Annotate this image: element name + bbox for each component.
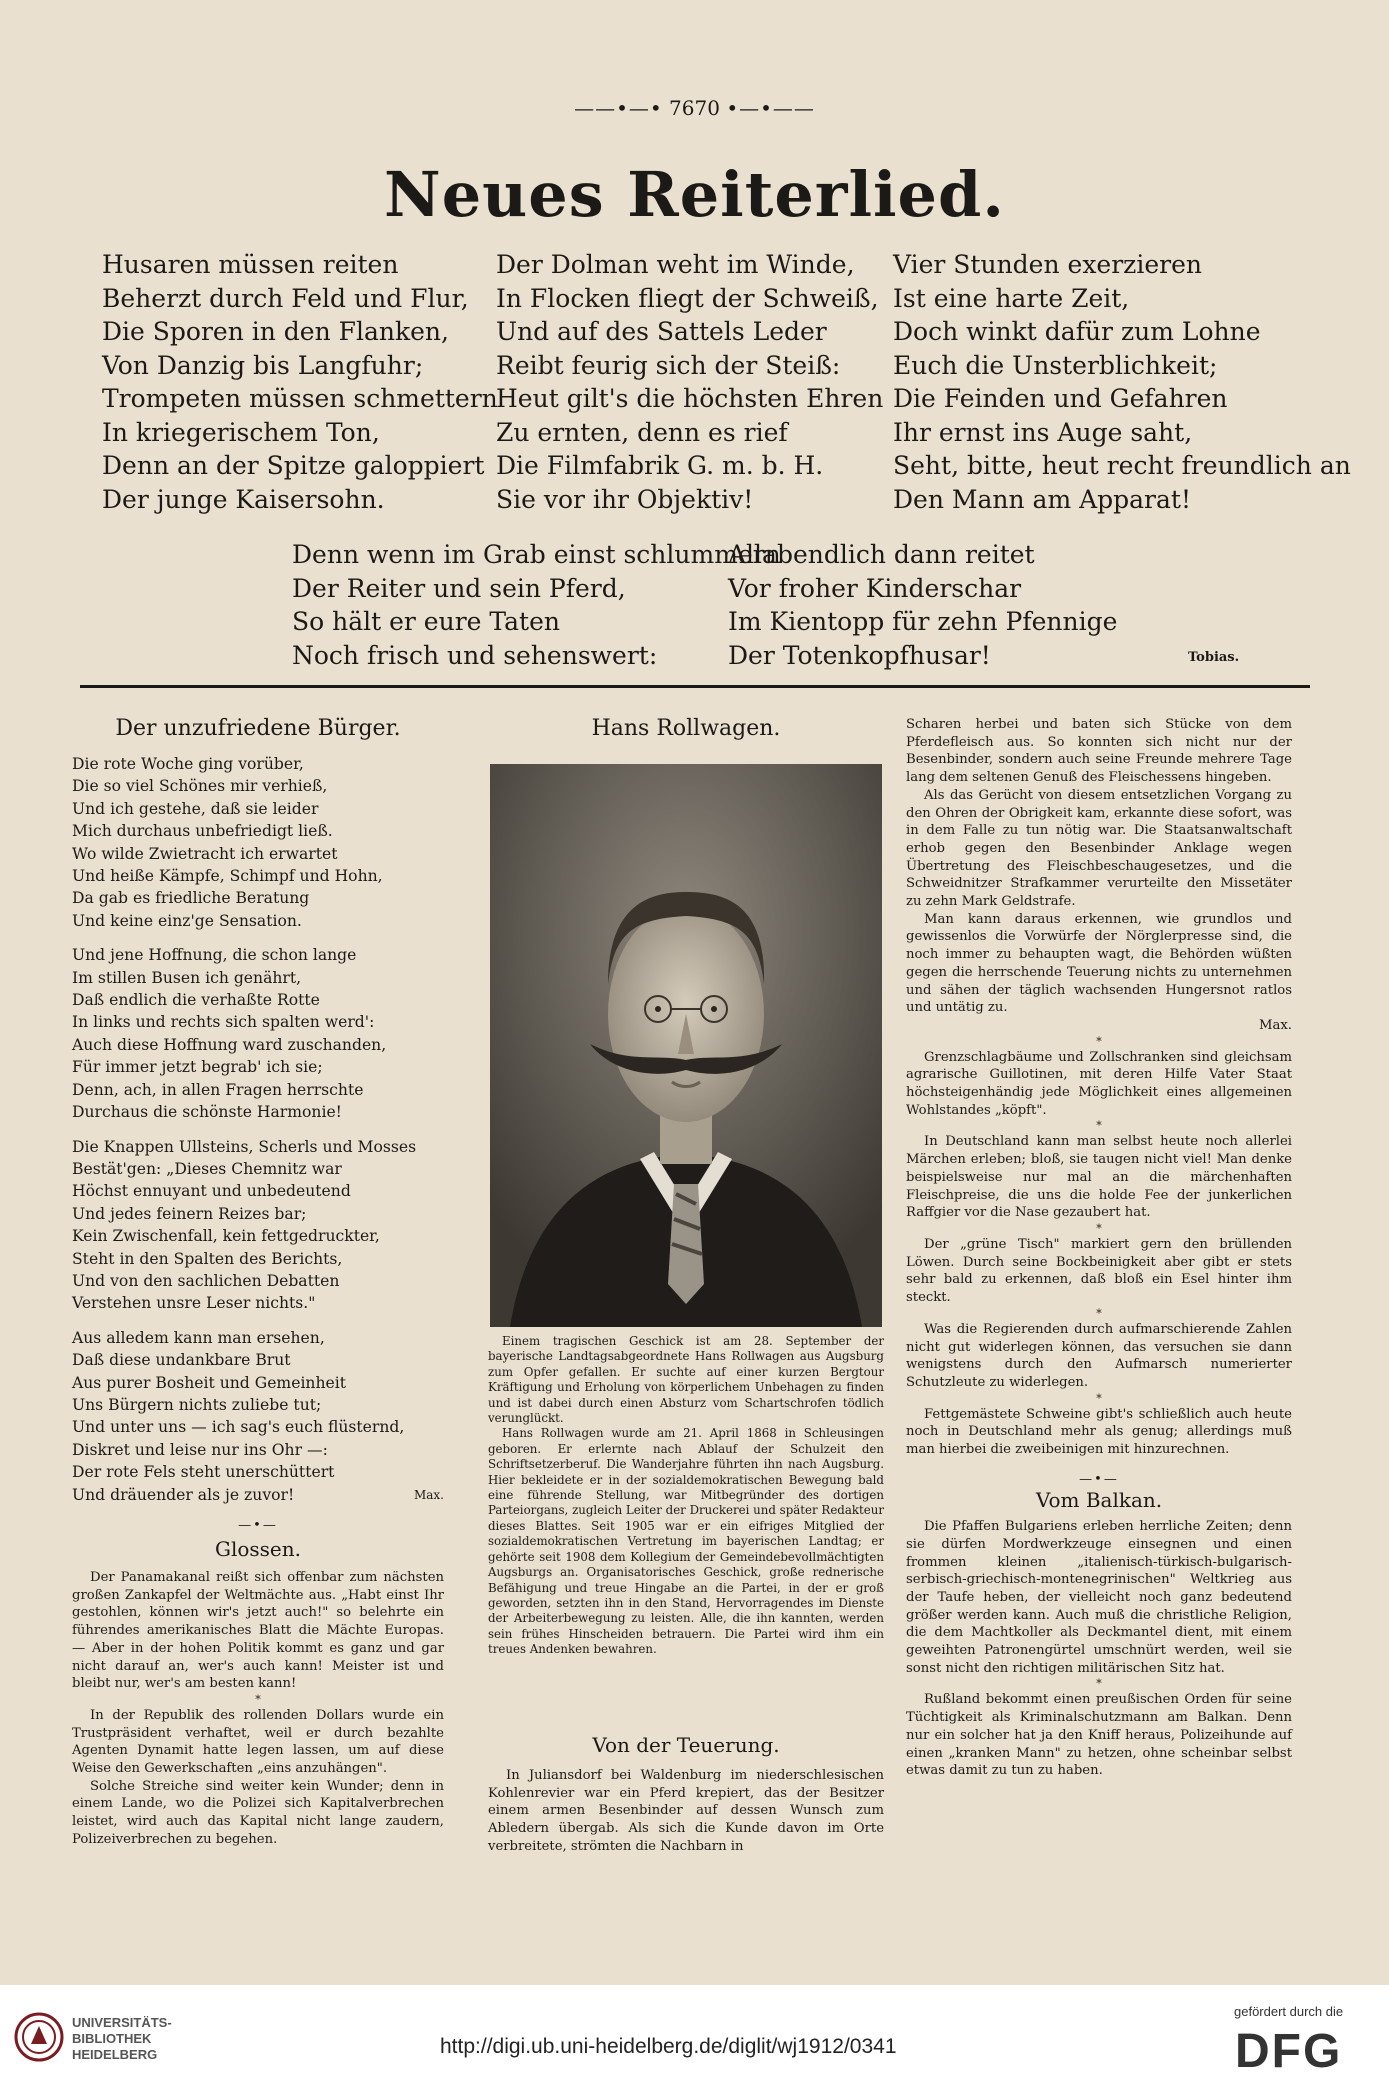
section-heading: Glossen. — [214, 1537, 301, 1561]
verse-line: Und unter uns — ich sag's euch flüsternd, — [72, 1418, 405, 1437]
poem-line: Beherzt durch Feld und Flur, — [102, 283, 469, 313]
section-heading: Vom Balkan. — [1035, 1488, 1163, 1513]
footer-bar — [0, 1985, 1389, 2081]
portrait-image — [490, 764, 882, 1327]
verse-line: Aus alledem kann man ersehen, — [72, 1328, 325, 1347]
poem-line: Allabendlich dann reitet — [728, 540, 1035, 569]
poem-stanza-5 — [728, 538, 1117, 672]
poem-signature: Tobias. — [1188, 650, 1240, 665]
verse-line: Höchst ennuyant und unbedeutend — [72, 1182, 351, 1201]
separator-star: * — [1096, 1306, 1102, 1320]
paragraph: Als das Gerücht von diesem entsetzlichen Vorgang zu den Ohren der Obrigkeit kam, erkannte diese sofort, was in dem Falle zu tun nötig war. Die Staatsanwaltschaft erhob gegen den Besenbinder Anklage wegen Übertretung des Fleischbeschaugesetzes, und die Schweidnitzer Strafkammer verurteilte den Missetäter zu zehn Mark Geldstrafe. — [906, 787, 1292, 910]
poem-line: Die Filmfabrik G. m. b. H. — [496, 451, 824, 480]
poem-line: Husaren müssen reiten — [102, 250, 399, 279]
photo-caption — [488, 1334, 884, 1658]
portrait-photo — [490, 764, 882, 1327]
verse-line: In links und rechts sich spalten werd': — [72, 1013, 375, 1032]
poem-line: Reibt feurig sich der Steiß: — [496, 350, 841, 380]
verse-line: Uns Bürgern nichts zuliebe tut; — [72, 1395, 322, 1414]
poem-stanza-4 — [292, 538, 781, 672]
ornament-right: •—•—— — [726, 96, 815, 120]
poem-line: Der Reiter und sein Pferd, — [292, 573, 626, 603]
poem-line: Den Mann am Apparat! — [893, 484, 1192, 514]
verse-line: Wo wilde Zwietracht ich erwartet — [72, 844, 338, 863]
verse-line: Verstehen unsre Leser nichts." — [72, 1294, 316, 1313]
verse-line: Denn, ach, in allen Fragen herrschte — [72, 1080, 364, 1099]
signature: Max. — [1259, 1017, 1292, 1033]
verse-line: Diskret und leise nur ins Ohr —: — [72, 1440, 328, 1459]
teuerung-article — [488, 1733, 884, 1856]
permalink-url[interactable]: http://digi.ub.uni-heidelberg.de/diglit/wj1912/0341 — [440, 2035, 897, 2058]
verse-line: Und keine einz'ge Sensation. — [72, 911, 302, 930]
library-line: BIBLIOTHEK — [72, 2031, 152, 2046]
article-heading: Der unzufriedene Bürger. — [115, 716, 401, 741]
poem-line: Vier Stunden exerzieren — [893, 250, 1202, 279]
poem-line: Trompeten müssen schmettern — [102, 384, 498, 413]
poem-line: So hält er eure Taten — [292, 607, 560, 636]
glossen-text — [72, 1569, 444, 1849]
paragraph: Fettgemästete Schweine gibt's schließlich auch heute noch in Deutschland mehr als genug; allerdings muß man hierbei die zweibeinigen mit hinzurechnen. — [906, 1406, 1292, 1458]
poem-line: Noch frisch und sehenswert: — [292, 640, 658, 670]
poem-line: Doch winkt dafür zum Lohne — [893, 317, 1261, 346]
poem-line: In Flocken fliegt der Schweiß, — [496, 283, 879, 313]
verse-line: Auch diese Hoffnung ward zuschanden, — [72, 1035, 387, 1054]
paragraph: Der „grüne Tisch" markiert gern den brüllenden Löwen. Durch seine Bockbeinigkeit aber gibt er stets sehr bald zu erkennen, daß bloß ein Esel hinter ihm steckt. — [906, 1236, 1292, 1306]
poem-line: Im Kientopp für zehn Pfennige — [728, 607, 1118, 636]
separator-star: * — [1096, 1677, 1102, 1691]
poem-stanza-3 — [893, 248, 1351, 516]
verse-line: Der rote Fels steht unerschüttert — [72, 1463, 335, 1482]
caption-paragraph: Einem tragischen Geschick ist am 28. September der bayerische Landtagsabgeordnete Hans Rollwagen aus Augsburg zum Opfer gefallen. Er suchte auf einer kurzen Bergtour Kräftigung und Erholung von körperlichem Unbehagen zu finden und ist dabei durch einen Absturz vom Schartschrofen tödlich verunglückt. — [488, 1334, 884, 1426]
verse-block — [72, 753, 444, 1506]
verse-line: Daß diese undankbare Brut — [72, 1351, 291, 1370]
poem-line: Der Dolman weht im Winde, — [496, 250, 855, 279]
poem-line: Heut gilt's die höchsten Ehren — [496, 384, 884, 413]
verse-line: Und jedes feinern Reizes bar; — [72, 1204, 307, 1223]
verse-line: Durchaus die schönste Harmonie! — [72, 1103, 342, 1122]
verse-line: Die Knappen Ullsteins, Scherls und Mosses — [72, 1137, 417, 1156]
poem-stanza-2 — [496, 248, 883, 516]
column-1 — [72, 716, 444, 1849]
page-title: Neues Reiterlied. — [384, 158, 1005, 231]
verse-line: Die so viel Schönes mir verhieß, — [72, 777, 328, 796]
page-number: 7670 — [669, 96, 720, 120]
poem-line: Ihr ernst ins Auge saht, — [893, 417, 1193, 447]
separator-star: * — [1096, 1119, 1102, 1133]
dfg-logo: DFG — [1235, 2025, 1343, 2078]
article-text — [488, 1767, 884, 1856]
paragraph: Die Pfaffen Bulgariens erleben herrliche Zeiten; denn sie dürfen Mordwerkzeuge einsegnen und einen frommen kleinen „italienisch-türkisch-bulgarisch-serbisch-griechisch-montenegrinischen" Weltkrieg aus der Taufe heben, der vielleicht noch ganz bedeutend größer werden kann. Auch muß die christliche Religion, die dem Machtkoller als Deckmantel dient, mit einem geweihten Patronengürtel umschnürt werden, weil sie sonst nicht den richtigen militärischen Sitz hat. — [906, 1519, 1292, 1676]
poem-line: Der Totenkopfhusar! — [728, 640, 991, 670]
poem-line: Die Feinden und Gefahren — [893, 384, 1228, 413]
poem-line: Sie vor ihr Objektiv! — [496, 484, 754, 514]
paragraph: Scharen herbei und baten sich Stücke von dem Pferdefleisch aus. So konnten sich nicht nur der Besenbinder, sondern auch seine Freunde mehrere Tage lang dem seltenen Genuß des Fleischessens hingeben. — [906, 717, 1292, 786]
horizontal-rule — [80, 685, 1310, 688]
library-line: HEIDELBERG — [72, 2047, 158, 2062]
verse-line: Kein Zwischenfall, kein fettgedruckter, — [72, 1227, 380, 1246]
paragraph: Man kann daraus erkennen, wie grundlos und gewissenlos die Vorwürfe der Nörglerpresse sind, die noch immer zu behaupten wagt, die Behörden wüßten gegen die herrschende Teuerung nichts zu unternehmen und sähen der täglich wachsenden Hungersnot ratlos und untätig zu. — [906, 911, 1292, 1016]
library-name — [72, 2015, 172, 2063]
separator-star: * — [255, 1692, 261, 1706]
verse-line-text: Und dräuender als je zuvor! — [72, 1485, 295, 1504]
paragraph: Was die Regierenden durch aufmarschierende Zahlen nicht gut widerlegen können, das versuchen sie dann wenigstens durch den Aufmarsch numerierter Schutzleute zu widerlegen. — [906, 1321, 1292, 1390]
separator-star: * — [1096, 1034, 1102, 1048]
paragraph: In Deutschland kann man selbst heute noch allerlei Märchen erleben; bloß, sie taugen nicht viel! Man denke beispielsweise nur mal an die märchenhaften Fleischpreise, die uns die holde Fee der junkerlichen Raffgier vor die Nase gezaubert hat. — [906, 1134, 1292, 1221]
verse-line: Bestät'gen: „Dieses Chemnitz war — [72, 1159, 342, 1178]
poem-line: Denn an der Spitze galoppiert — [102, 451, 485, 480]
verse-line: Aus purer Bosheit und Gemeinheit — [72, 1373, 346, 1392]
poem-stanza-1 — [102, 248, 498, 516]
verse-line — [72, 1484, 444, 1506]
separator-star: * — [1096, 1221, 1102, 1235]
divider-ornament: —•— — [1079, 1471, 1119, 1487]
paragraph: In der Republik des rollenden Dollars wurde ein Trustpräsident verhaftet, weil er durch bezahlte Agenten Dynamit hatte legen lassen, um auf diese Weise den Gewerkschaften „eins anzuhängen". — [72, 1707, 444, 1777]
caption-paragraph: Hans Rollwagen wurde am 21. April 1868 in Schleusingen geboren. Er erlernte nach Ablauf der Schulzeit den Schriftsetzerberuf. Die Wanderjahre führten ihn nach Augsburg. Hier bekleidete er in der sozialdemokratischen Bewegung bald eine führende Stellung, war Mitbegründer des dortigen Parteiorgans, zugleich Leiter der Druckerei und später Redakteur dieses Blattes. Seit 1905 war er ein eifriges Mitglied der sozialdemokratischen Vertretung im bayerischen Landtag; er gehörte seit 1908 dem Kollegium der Gemeindebevollmächtigten Augsburgs an. Organisatorisches Geschick, große rednerische Befähigung und treue Hingabe an die Partei, in der er groß geworden, setzten ihn in den Stand, Hervorragendes im Dienste der Arbeiterbewegung zu leisten. Alle, die ihn kannten, werden sein frühes Hinscheiden betrauern. Die Partei wird ihm ein treues Andenken bewahren. — [488, 1426, 884, 1657]
poem-line: Und auf des Sattels Leder — [496, 317, 827, 346]
verse-line: Da gab es friedliche Beratung — [72, 889, 310, 908]
section-heading: Von der Teuerung. — [592, 1733, 780, 1757]
paragraph: Grenzschlagbäume und Zollschranken sind gleichsam agrarische Guillotinen, mit deren Hilfe Vater Staat höchsteigenhändig jede Möglichkeit eines allgemeinen Wohlstandes „köpft". — [906, 1049, 1292, 1118]
poem-line: Euch die Unsterblichkeit; — [893, 350, 1218, 380]
poem-line: Vor froher Kinderschar — [728, 573, 1022, 603]
university-seal-icon — [14, 2008, 64, 2066]
paragraph: Solche Streiche sind weiter kein Wunder; denn in einem Lande, wo die Polizei sich Kapitalverbrechen leistet, wird auch das Kapital nicht lange zaudern, Polizeiverbrechen zu begehen. — [72, 1778, 444, 1847]
verse-line: Und ich gestehe, daß sie leider — [72, 799, 319, 818]
paragraph: Rußland bekommt einen preußischen Orden für seine Tüchtigkeit als Kriminalschutzmann am Balkan. Denn nur ein solcher hat ja den Kniff heraus, Polizeihunde auf einen „kranken Mann" zu hetzen, ohne scheinbar selbst etwas damit zu tun zu haben. — [906, 1692, 1292, 1779]
article-heading: Hans Rollwagen. — [591, 716, 781, 741]
poem-line: Seht, bitte, heut recht freundlich an — [893, 451, 1351, 480]
poem-line: Ist eine harte Zeit, — [893, 283, 1130, 313]
signature: Max. — [413, 1487, 444, 1502]
verse-line: Mich durchaus unbefriedigt ließ. — [72, 822, 333, 841]
divider-ornament: —•— — [238, 1518, 278, 1533]
poem-line: Der junge Kaisersohn. — [102, 484, 385, 514]
verse-line: Steht in den Spalten des Berichts, — [72, 1249, 343, 1268]
column-3 — [906, 716, 1292, 1780]
column-2 — [488, 716, 884, 741]
poem-line: Denn wenn im Grab einst schlummern — [292, 540, 781, 569]
library-line: UNIVERSITÄTS- — [72, 2015, 172, 2030]
verse-line: Und jene Hoffnung, die schon lange — [72, 946, 357, 965]
poem-line: Die Sporen in den Flanken, — [102, 317, 449, 346]
poem-line: Zu ernten, denn es rief — [496, 417, 788, 447]
verse-line: Daß endlich die verhaßte Rotte — [72, 991, 320, 1010]
verse-line: Die rote Woche ging vorüber, — [72, 755, 304, 773]
funded-by-label: gefördert durch die — [1234, 2004, 1344, 2019]
separator-star: * — [1096, 1391, 1102, 1405]
poem-line: In kriegerischem Ton, — [102, 417, 380, 447]
verse-line: Und heiße Kämpfe, Schimpf und Hohn, — [72, 867, 383, 886]
paragraph: In Juliansdorf bei Waldenburg im niederschlesischen Kohlenrevier war ein Pferd krepiert, das der Besitzer einem armen Besenbinder auf dessen Wunsch zum Abledern übergab. Als sich die Kunde davon im Orte verbreitete, strömten die Nachbarn in — [488, 1768, 884, 1854]
verse-line: Und von den sachlichen Debatten — [72, 1271, 340, 1290]
paragraph: Der Panamakanal reißt sich offenbar zum nächsten großen Zankapfel der Weltmächte aus. „Habt einst Ihr gestohlen, können wir's jetzt auch!" so belehrte ein führendes amerikanisches Blatt die Mächte Europas. — Aber in der hohen Politik kommt es ganz und gar nicht darauf an, wer's auch kann! Meister ist und bleibt nur, wer's am besten kann! — [72, 1570, 444, 1692]
verse-line: Im stillen Busen ich genährt, — [72, 968, 302, 987]
page-number-line — [0, 96, 1389, 120]
ornament-left: ——•—• — [574, 96, 663, 120]
verse-line: Für immer jetzt begrab' ich sie; — [72, 1058, 323, 1077]
poem-line: Von Danzig bis Langfuhr; — [102, 350, 424, 380]
